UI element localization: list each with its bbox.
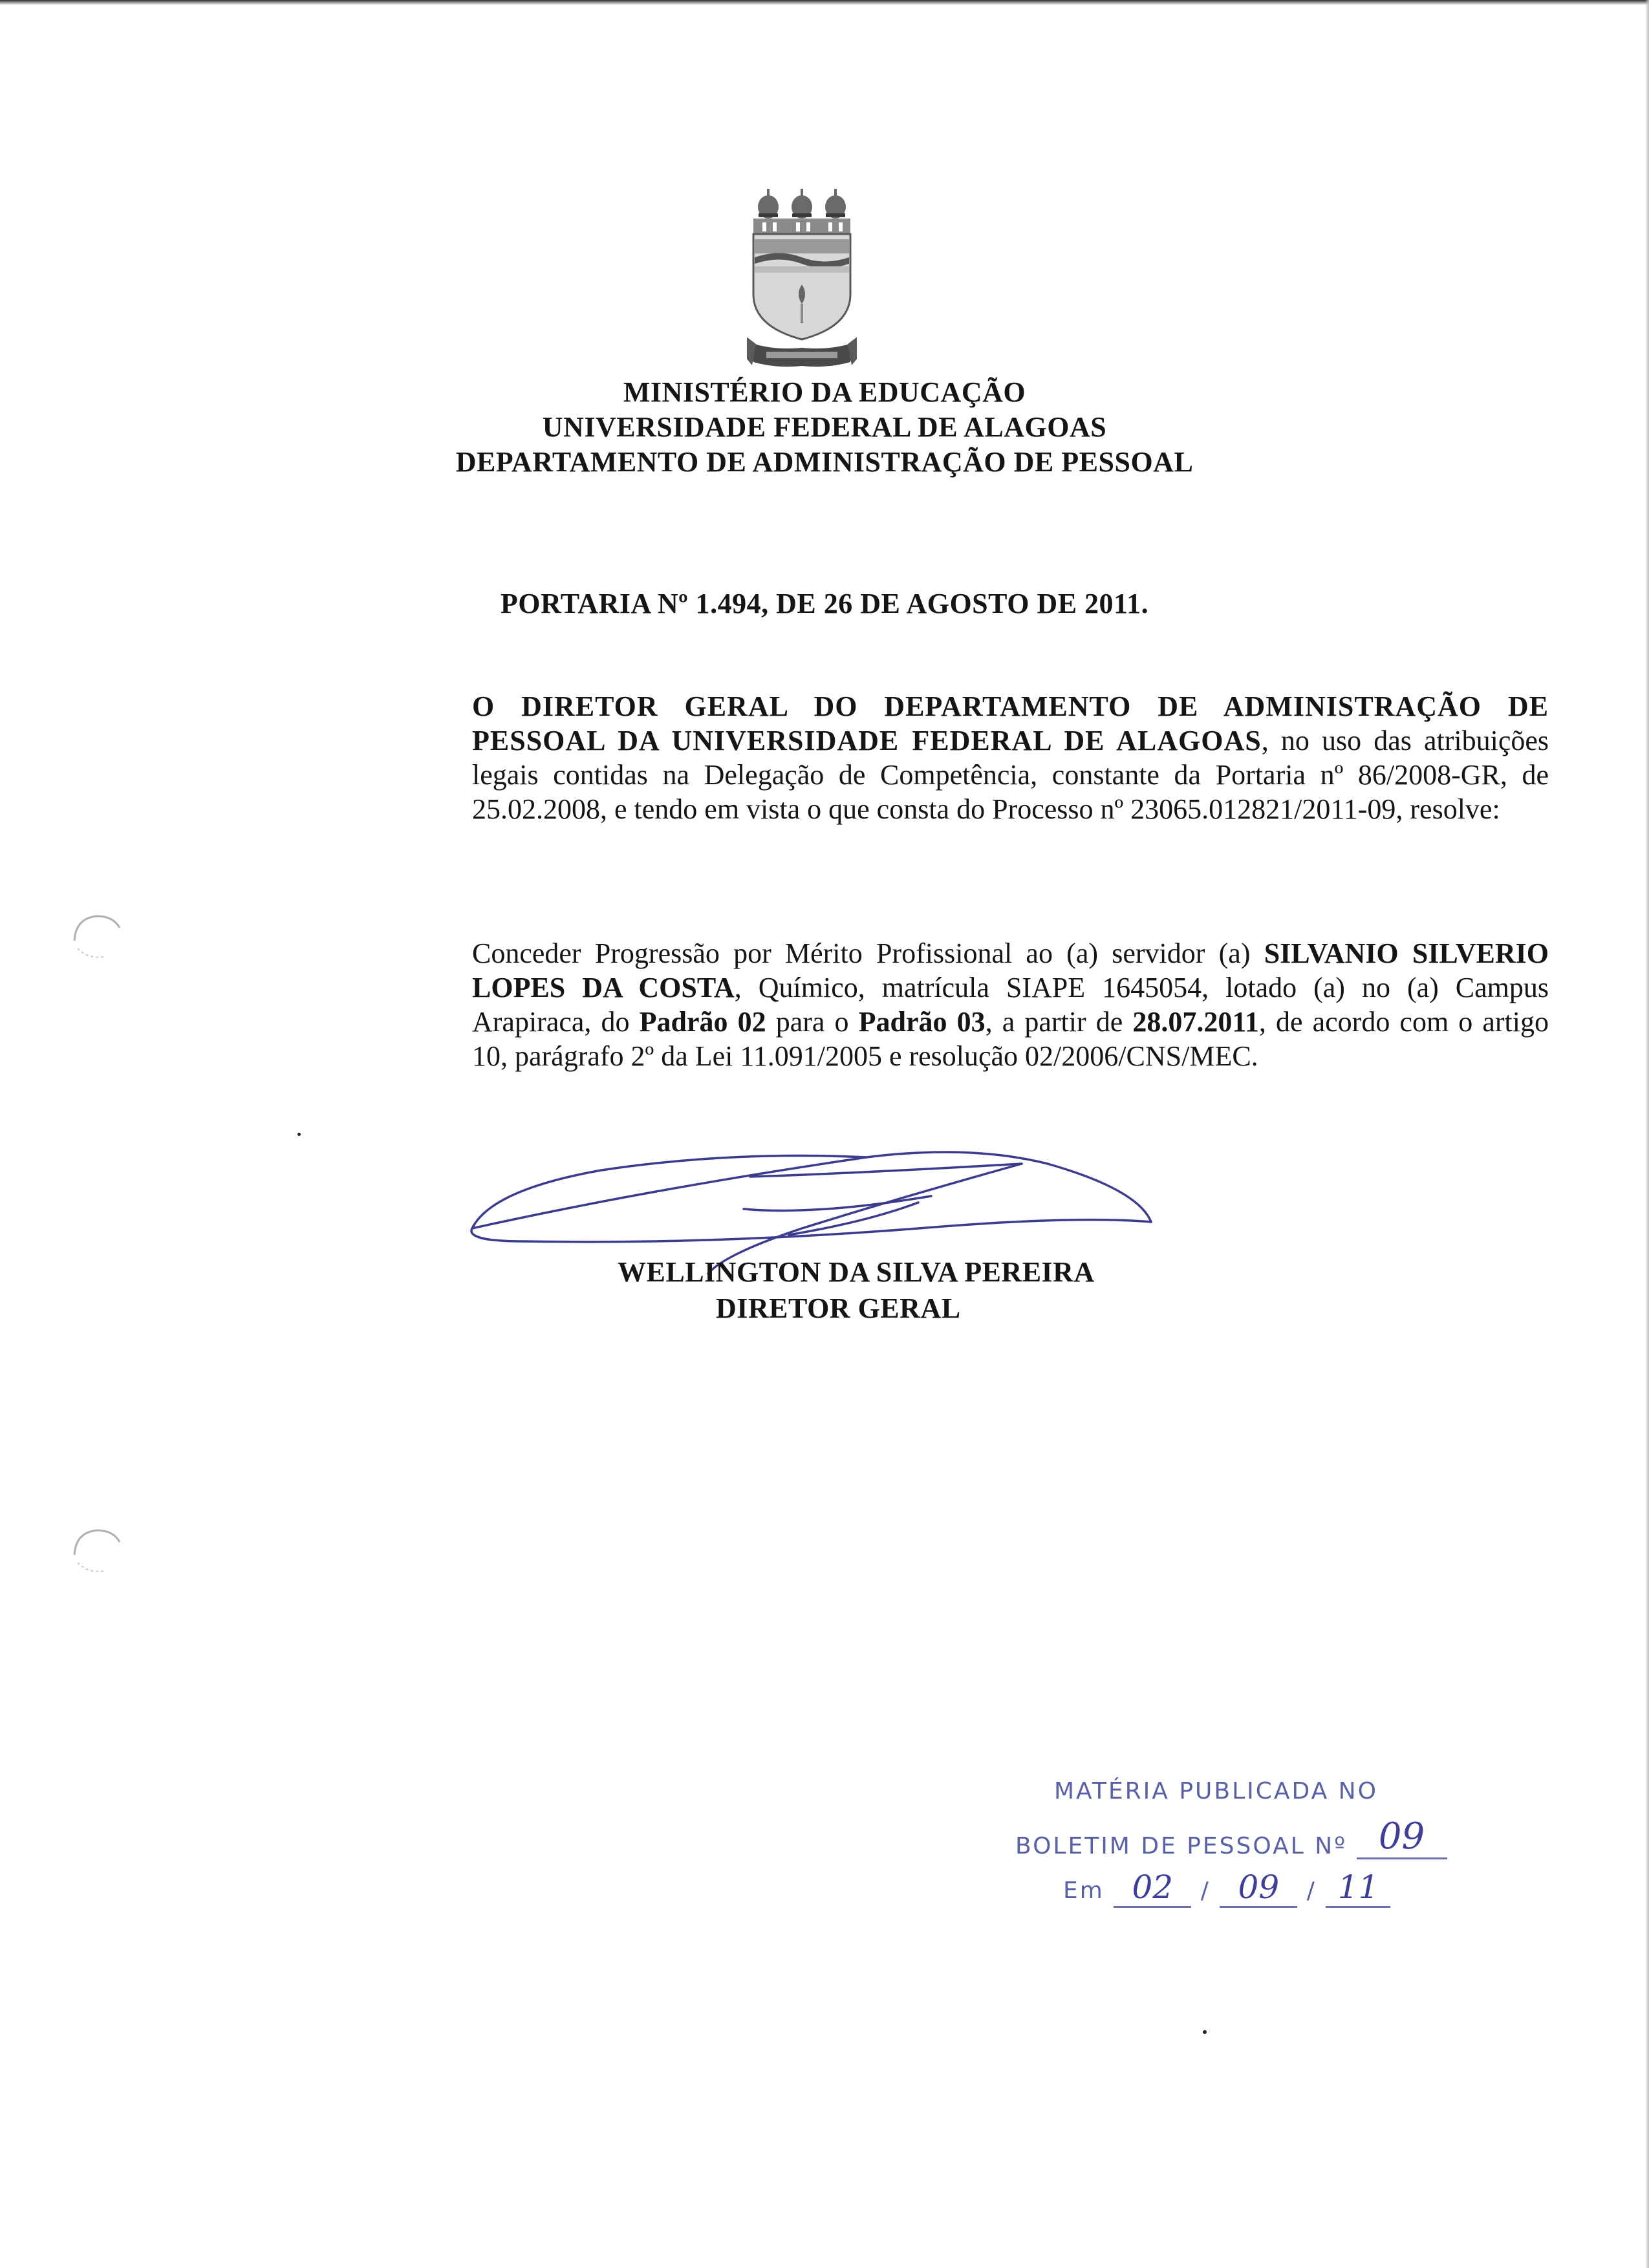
stray-dot bbox=[1203, 2030, 1207, 2034]
publication-stamp bbox=[1015, 1778, 1442, 1959]
header-line-department: DEPARTAMENTO DE ADMINISTRAÇÃO DE PESSOAL bbox=[455, 446, 1194, 478]
stamp-bulletin-number: 09 bbox=[1357, 1815, 1447, 1859]
resolution-text-3: para o bbox=[766, 1006, 859, 1038]
stamp-line2 bbox=[1015, 1815, 1447, 1865]
signer-name: WELLINGTON DA SILVA PEREIRA bbox=[618, 1256, 1095, 1288]
header-line-ministry: MINISTÉRIO DA EDUCAÇÃO bbox=[623, 376, 1026, 408]
header bbox=[0, 375, 1649, 480]
stamp-line1: MATÉRIA PUBLICADA NO bbox=[1054, 1778, 1378, 1804]
punch-hole-mark-icon bbox=[68, 1523, 126, 1581]
header-line-university: UNIVERSIDADE FEDERAL DE ALAGOAS bbox=[542, 411, 1107, 443]
resolution-text-1: Conceder Progressão por Mérito Profissional ao (a) servidor (a) bbox=[472, 937, 1264, 969]
stamp-em-label: Em bbox=[1063, 1878, 1105, 1904]
stamp-line3: Em 02 / 09 / 11 bbox=[1063, 1868, 1390, 1908]
from-level: Padrão 02 bbox=[639, 1006, 766, 1038]
resolution-text-4: , a partir de bbox=[985, 1006, 1133, 1038]
stray-dot bbox=[297, 1133, 301, 1136]
servant-name: SILVANIO SILVERIO LOPES DA COSTA bbox=[472, 937, 1549, 1003]
stamp-day: 02 bbox=[1114, 1868, 1191, 1908]
to-level: Padrão 03 bbox=[858, 1006, 986, 1038]
stamp-month: 09 bbox=[1220, 1868, 1297, 1908]
stamp-line2-label: BOLETIM DE PESSOAL Nº bbox=[1015, 1833, 1348, 1859]
scan-edge-top bbox=[0, 0, 1649, 5]
ufal-crest-icon bbox=[747, 181, 857, 375]
stamp-year: 11 bbox=[1326, 1868, 1390, 1908]
paragraph-preamble bbox=[294, 689, 1549, 826]
preamble-lead: O DIRETOR GERAL DO DEPARTAMENTO DE ADMINISTRAÇÃO DE PESSOAL DA UNIVERSIDADE FEDERAL DE ALAGOAS bbox=[472, 690, 1549, 756]
signer-role: DIRETOR GERAL bbox=[716, 1292, 961, 1324]
resolution-text-5: , de acordo com o artigo 10, parágrafo 2º da Lei 11.091/2005 e resolução 02/2006/CNS/MEC. bbox=[472, 1006, 1549, 1072]
paragraph-resolution bbox=[294, 936, 1549, 1073]
punch-hole-mark-icon bbox=[68, 908, 126, 967]
effective-date: 28.07.2011 bbox=[1132, 1006, 1259, 1038]
resolution-text-2: , Químico, matrícula SIAPE 1645054, lotado (a) no (a) Campus Arapiraca, do bbox=[472, 972, 1549, 1038]
document-title: PORTARIA Nº 1.494, DE 26 DE AGOSTO DE 2011. bbox=[500, 588, 1149, 619]
scan-edge-right bbox=[1645, 0, 1649, 2268]
preamble-text: , no uso das atribuições legais contidas na Delegação de Competência, constante da Portaria nº 86/2008-GR, de 25.02.2008, e tendo em vista o que consta do Processo nº 23065.012821/2011-09, resolve: bbox=[472, 725, 1549, 825]
